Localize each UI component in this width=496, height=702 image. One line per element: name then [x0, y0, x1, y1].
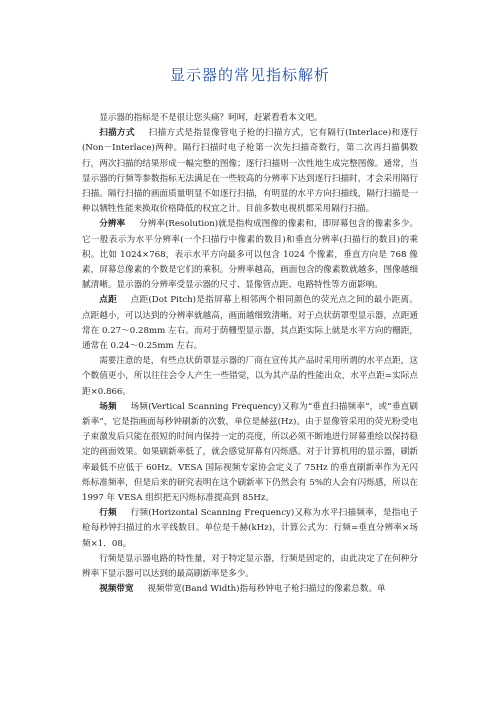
- paragraph-text: 需要注意的是，有些点状荫罩显示器的厂商在宣传其产品时采用所谓的水平点距，这个数值更小，所以往往会令人产生一些错觉，以为其产品的性能出众，水平点距=实际点距×0.866。: [82, 356, 418, 397]
- paragraph-text: 行频(Horizontal Scanning Frequency)又称为水平扫描频率，是指电子枪每秒钟扫描过的水平线数目。单位是千赫(kHz)，计算公式为：行频=垂直分辨率×场频×1．08。: [82, 508, 418, 549]
- paragraph-scan-mode: [82, 126, 418, 217]
- paragraph-text: 扫描方式是指显像管电子枪的扫描方式，它有隔行(Interlace)和逐行(Non－Interlace)两种。隔行扫描时电子枪第一次先扫描奇数行，第二次再扫描偶数行，两次扫描的结果形成一幅完整的图像；逐行扫描则一次性地生成完整图像。通常，当显示器的行频等参数指标无法满足在一些较高的分辨率下达到逐行扫描时，才会采用隔行扫描。隔行扫描的画面质量明显不如逐行扫描，有明显的水平方向扫描线，隔行扫描是一种以牺牲性能来换取价格降低的权宜之计。目前多数电视机都采用隔行扫描。: [82, 128, 418, 215]
- paragraph-resolution: [82, 217, 418, 293]
- paragraph-text: 行频是显示器电路的特性量，对于特定显示器，行频是固定的，由此决定了在何种分辨率下显示器可以达到的最高刷新率是多少。: [82, 553, 418, 580]
- paragraph-term: 点距: [99, 295, 117, 306]
- paragraph-term: 行频: [99, 508, 117, 519]
- paragraph-text: 显示器的指标是不是很让您头痛？呵呵，赶紧看看本文吧。: [99, 113, 323, 123]
- paragraph-horizontal-frequency: [82, 506, 418, 552]
- paragraph-text: 视频带宽(Band Width)指每秒钟电子枪扫描过的像素总数。单: [147, 584, 386, 595]
- document-body: [82, 111, 418, 598]
- paragraph-text: 点距(Dot Pitch)是指屏幕上相邻两个相同颜色的荧光点之间的最小距离。点距越小，可以达到的分辨率就越高，画面越细致清晰。对于点状荫罩型显示器，点距通常在 0.27～0.28mm 左右。而对于荫栅型显示器，其点距实际上就是水平方向的栅距，通常在 0.24～0.25mm 左右。: [82, 295, 418, 352]
- paragraph-dot-pitch: [82, 293, 418, 354]
- paragraph-term: 分辨率: [99, 219, 126, 230]
- paragraph-text: 分辨率(Resolution)就是指构成图像的像素和，即屏幕包含的像素多少。它一般表示为水平分辨率(一个扫描行中像素的数目)和垂直分辨率(扫描行的数目)的乘积。比如 1024×768，表示水平方向最多可以包含 1024 个像素，垂直方向是 768 像素，屏幕总像素的个数是它们的乘积。分辨率越高，画面包含的像素数就越多，图像越细腻清晰。显示器的分辨率受显示器的尺寸、显像管点距、电路特性等方面影响。: [82, 219, 418, 291]
- paragraph-dot-pitch-note: [82, 354, 418, 400]
- document-title: 显示器的常见指标解析: [169, 66, 330, 84]
- paragraph-term: 扫描方式: [99, 128, 135, 139]
- paragraph-text: 场频(Vertical Scanning Frequency)又称为“垂直扫描频率”，或“垂直刷新率”，它是指画面每秒钟刷新的次数，单位是赫兹(Hz)。由于显像管采用的荧光粉受电子束激发后只能在很短的时间内保持一定的亮度，所以必须不断地进行屏幕重绘以保持稳定的画面效果。如果刷新率低了，就会感觉屏幕有闪烁感。对于计算机用的显示器，刷新率最低不应低于 60Hz。VESA 国际视频专家协会定义了 75Hz 的垂直刷新率作为无闪烁标准频率，但是后来的研究表明在这个刷新率下仍然会有 5%的人会有闪烁感，所以在 1997 年 VESA 组织把无闪烁标准提高到 85Hz。: [82, 401, 418, 504]
- paragraph-horizontal-frequency-note: [82, 552, 418, 582]
- paragraph-vertical-frequency: [82, 400, 418, 506]
- paragraph-bandwidth: [82, 582, 418, 597]
- paragraph-term: 场频: [99, 401, 117, 412]
- paragraph-term: 视频带宽: [99, 584, 134, 595]
- paragraph-intro: [82, 111, 418, 126]
